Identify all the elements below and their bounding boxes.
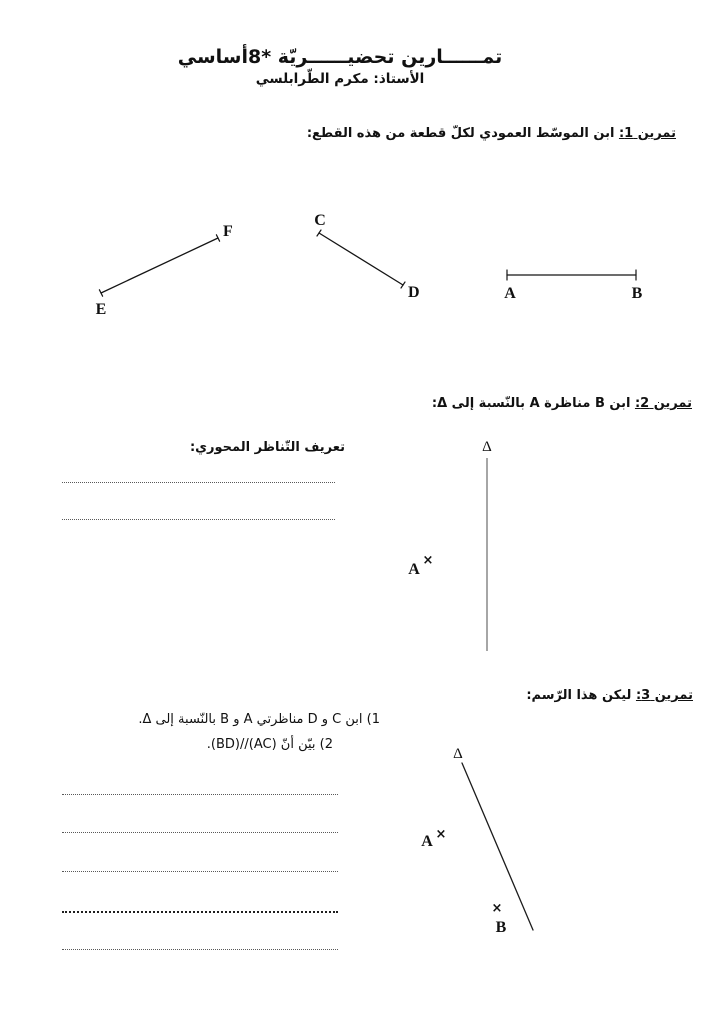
answer-line <box>62 911 338 913</box>
point-cross-a: × <box>435 827 447 842</box>
exercise2-figure <box>380 425 520 660</box>
exercise1-heading <box>307 126 676 141</box>
exercise2-label: تمرين 2: <box>634 396 692 411</box>
answer-line <box>62 832 338 833</box>
answer-line <box>62 519 335 520</box>
point-cross-b: × <box>491 901 503 916</box>
answer-line <box>62 871 338 872</box>
point-label-a: A <box>421 833 433 850</box>
exercise3-heading <box>526 688 693 703</box>
axis-delta-label: Δ <box>453 746 463 762</box>
point-label-a: A <box>504 285 516 302</box>
definition-title: تعريف التّناظر المحوري: <box>189 440 345 455</box>
exercise3-item-2: 2) بيّن أنّ (AC)//(BD). <box>206 737 333 752</box>
segment-ef <box>96 223 233 318</box>
point-label-a: A <box>408 561 420 578</box>
point-label-b: B <box>631 285 643 302</box>
exercise3-text: ليكن هذا الرّسم: <box>526 688 636 703</box>
tick-d <box>401 282 405 288</box>
point-label-f: F <box>223 223 233 240</box>
answer-line <box>62 482 335 483</box>
tick-c <box>317 230 321 236</box>
exercise1-label: تمرين 1: <box>618 126 676 141</box>
teacher-name: الأستاذ: مكرم الطّرابلسي <box>255 71 425 87</box>
exercise1-text: ابن الموسّط العمودي لكلّ قطعة من هذه القطع: <box>306 126 619 141</box>
exercise2-text: ابن B مناظرة A بالنّسبة إلى Δ: <box>431 396 635 411</box>
point-label-e: E <box>95 301 107 318</box>
exercise3-figure <box>400 735 560 945</box>
answer-line <box>62 794 338 795</box>
exercise3-label: تمرين 3: <box>635 688 693 703</box>
exercise2-heading <box>432 396 692 411</box>
axis-delta-label: Δ <box>482 439 492 455</box>
point-label-b: B <box>495 919 507 936</box>
point-label-d: D <box>408 284 420 301</box>
answer-line <box>62 949 338 950</box>
header <box>140 46 540 87</box>
segment-ab <box>504 270 642 302</box>
point-cross-a: × <box>422 553 434 568</box>
exercise3-item-1: 1) ابن C و D مناظرتي A و B بالنّسبة إلى Δ. <box>138 712 380 727</box>
page-title: تمــــــارين تحضيــــــريّة *8أساسي <box>177 46 503 68</box>
exercise1-figure <box>60 200 680 325</box>
segment-cd <box>314 212 419 301</box>
point-label-c: C <box>314 212 326 229</box>
